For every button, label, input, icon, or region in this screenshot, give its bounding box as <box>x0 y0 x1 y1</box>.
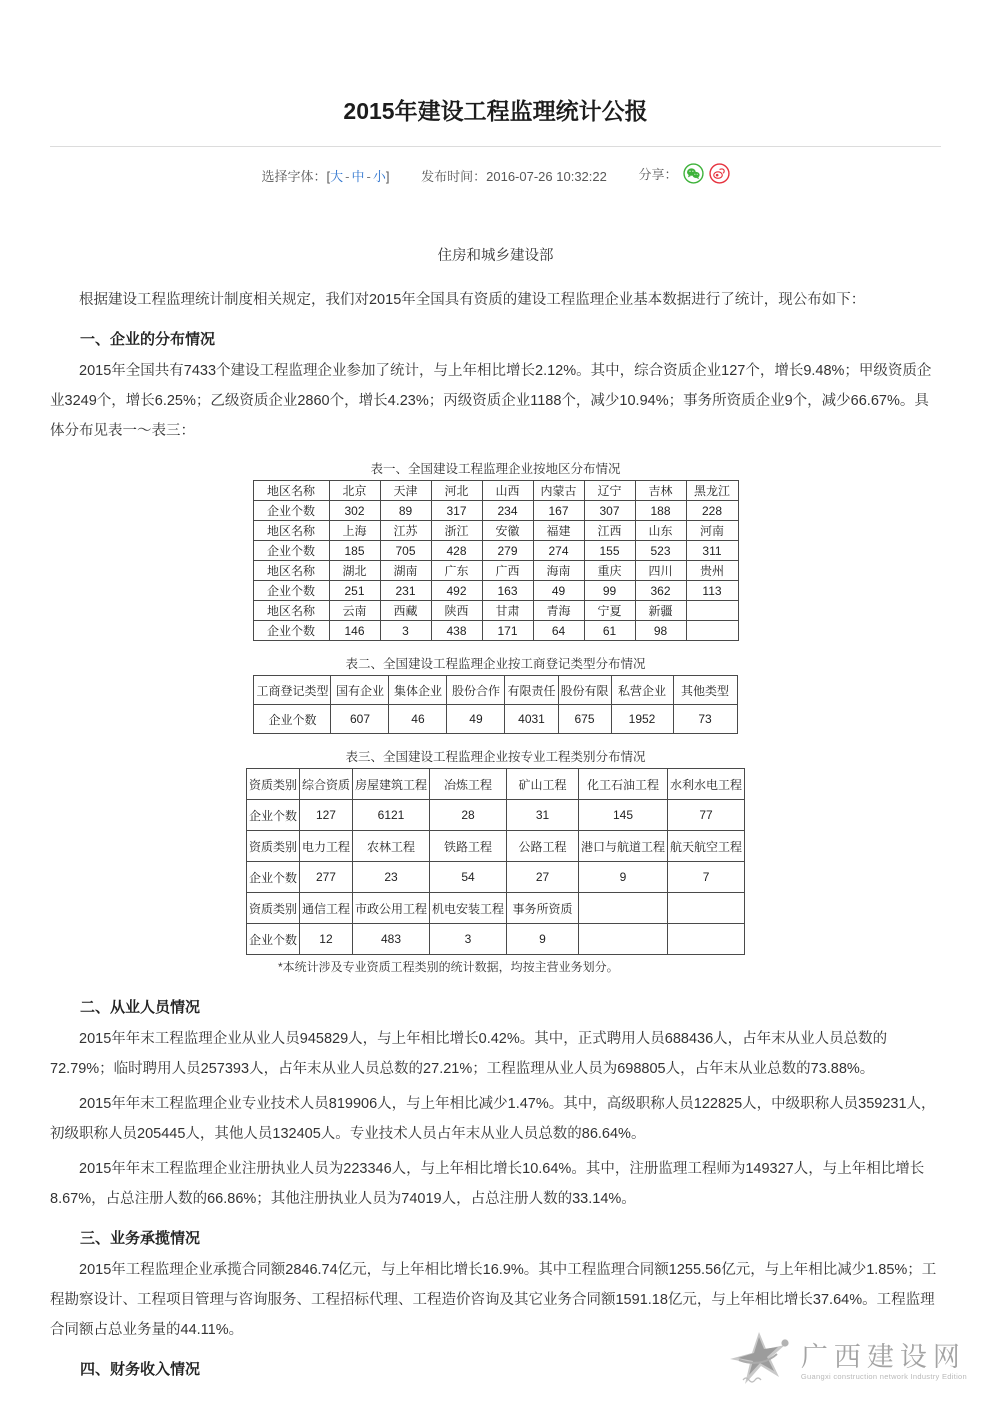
table-cell: 电力工程 <box>299 831 352 862</box>
table-cell: 港口与航道工程 <box>579 831 668 862</box>
table-cell: 航天航空工程 <box>668 831 745 862</box>
table-cell: 四川 <box>635 561 686 581</box>
table-cell: 江苏 <box>380 521 431 541</box>
table-cell: 企业个数 <box>246 924 299 955</box>
table-cell: 陕西 <box>431 601 482 621</box>
table-cell: 企业个数 <box>246 800 299 831</box>
table-cell: 西藏 <box>380 601 431 621</box>
table-cell: 705 <box>380 541 431 561</box>
table-cell: 地区名称 <box>253 481 329 501</box>
table-cell: 28 <box>430 800 507 831</box>
table-cell: 股份合作 <box>447 676 505 705</box>
table-cell: 9 <box>507 924 579 955</box>
table-cell: 483 <box>352 924 429 955</box>
table-cell: 167 <box>533 501 584 521</box>
table-row <box>253 481 738 501</box>
table-cell: 98 <box>635 621 686 641</box>
table3-caption: 表三、全国建设工程监理企业按专业工程类别分布情况 <box>345 750 646 764</box>
table-row <box>254 676 737 705</box>
table-cell: 12 <box>299 924 352 955</box>
table-cell: 企业个数 <box>253 541 329 561</box>
section2-paragraph-1: 2015年年末工程监理企业从业人员945829人，与上年相比增长0.42%。其中，正式聘用人员688436人，占年末从业人员总数的72.79%；临时聘用人员257393人，占年末从业人员总数的27.21%；工程监理从业人员为698805人，占年末从业总数的73.88%。 <box>50 1031 888 1077</box>
table-cell: 有限责任 <box>505 676 558 705</box>
table-cell: 77 <box>668 800 745 831</box>
section1-paragraph: 2015年全国共有7433个建设工程监理企业参加了统计，与上年相比增长2.12%。其中，综合资质企业127个，增长9.48%；甲级资质企业3249个，增长6.25%；乙级资质企业2860个，增长4.23%；丙级资质企业1188个，减少10.94%；事务所资质企业9个，减少66.67%。具体分布见表一～表三： <box>50 363 932 439</box>
table-cell <box>686 601 738 621</box>
table-cell: 浙江 <box>431 521 482 541</box>
table-cell: 吉林 <box>635 481 686 501</box>
table-cell: 675 <box>558 705 611 734</box>
publish-time <box>421 166 607 188</box>
table-cell <box>686 621 738 641</box>
table-cell: 27 <box>507 862 579 893</box>
table-row <box>246 831 744 862</box>
table-cell: 311 <box>686 541 738 561</box>
section4-heading: 四、财务收入情况 <box>80 1361 201 1378</box>
table-cell: 通信工程 <box>299 893 352 924</box>
wechat-share-icon[interactable] <box>683 163 704 191</box>
table-cell: 内蒙古 <box>533 481 584 501</box>
table-cell: 171 <box>482 621 533 641</box>
table-cell: 水利水电工程 <box>668 769 745 800</box>
table-cell: 3 <box>380 621 431 641</box>
font-large-link[interactable]: 大 <box>330 169 344 184</box>
table-cell: 海南 <box>533 561 584 581</box>
table-row <box>246 769 744 800</box>
table-cell: 机电安装工程 <box>430 893 507 924</box>
table-cell: 新疆 <box>635 601 686 621</box>
table-row <box>253 521 738 541</box>
table-cell: 农林工程 <box>352 831 429 862</box>
table-row <box>246 924 744 955</box>
table-cell: 99 <box>584 581 635 601</box>
table-cell: 私营企业 <box>611 676 673 705</box>
issuer-byline: 住房和城乡建设部 <box>437 248 554 264</box>
table-cell: 607 <box>331 705 389 734</box>
watermark-subtitle: Guangxi construction network Industry Edition <box>800 1371 967 1381</box>
table-cell: 113 <box>686 581 738 601</box>
font-medium-link[interactable]: 中 <box>351 169 365 184</box>
intro-paragraph: 根据建设工程监理统计制度相关规定，我们对2015年全国具有资质的建设工程监理企业基本数据进行了统计，现公布如下： <box>79 292 866 308</box>
table-cell: 317 <box>431 501 482 521</box>
page-title: 2015年建设工程监理统计公报 <box>343 98 648 124</box>
table-cell: 185 <box>329 541 380 561</box>
table-row <box>246 893 744 924</box>
registration-type-table <box>253 675 737 734</box>
table-cell: 251 <box>329 581 380 601</box>
table-cell: 4031 <box>505 705 558 734</box>
table-cell: 事务所资质 <box>507 893 579 924</box>
table-cell: 49 <box>533 581 584 601</box>
share-label: 分享： <box>638 167 678 182</box>
table-row <box>254 705 737 734</box>
dash-separator: - <box>366 169 371 184</box>
table-cell: 重庆 <box>584 561 635 581</box>
table-row <box>253 561 738 581</box>
table-row <box>253 581 738 601</box>
table-cell: 188 <box>635 501 686 521</box>
table-cell: 宁夏 <box>584 601 635 621</box>
dash-separator: - <box>345 169 350 184</box>
font-select-label: 选择字体： <box>261 169 327 184</box>
table-cell: 市政公用工程 <box>352 893 429 924</box>
table-cell: 山东 <box>635 521 686 541</box>
table-row <box>246 800 744 831</box>
watermark-site-name: 广西建设网 <box>800 1341 966 1372</box>
section2-paragraph-2: 2015年年末工程监理企业专业技术人员819906人，与上年相比减少1.47%。其中，高级职称人员122825人，中级职称人员359231人，初级职称人员205445人，其他人员132405人。专业技术人员占年末从业人员总数的86.64%。 <box>50 1096 936 1142</box>
table-cell: 31 <box>507 800 579 831</box>
table-cell: 146 <box>329 621 380 641</box>
table-cell: 234 <box>482 501 533 521</box>
table-cell: 地区名称 <box>253 601 329 621</box>
content-area <box>0 96 991 1381</box>
table-cell: 企业个数 <box>253 621 329 641</box>
table-cell: 云南 <box>329 601 380 621</box>
share-controls <box>638 163 729 191</box>
table-cell <box>579 893 668 924</box>
meta-bar <box>50 163 941 191</box>
table-cell: 广西 <box>482 561 533 581</box>
table-cell <box>579 924 668 955</box>
table1-caption: 表一、全国建设工程监理企业按地区分布情况 <box>370 462 621 476</box>
table-cell: 公路工程 <box>507 831 579 862</box>
table-cell: 地区名称 <box>253 521 329 541</box>
table-cell: 山西 <box>482 481 533 501</box>
star-logo-icon <box>725 1330 797 1393</box>
table-cell: 河北 <box>431 481 482 501</box>
table-cell: 福建 <box>533 521 584 541</box>
font-small-link[interactable]: 小 <box>372 169 386 184</box>
table-cell: 湖北 <box>329 561 380 581</box>
font-size-selector <box>262 166 390 188</box>
table-cell: 362 <box>635 581 686 601</box>
table-cell: 安徽 <box>482 521 533 541</box>
table-cell: 9 <box>579 862 668 893</box>
table-cell: 3 <box>430 924 507 955</box>
table-cell: 企业个数 <box>253 501 329 521</box>
table-cell: 523 <box>635 541 686 561</box>
section2-paragraph-3: 2015年年末工程监理企业注册执业人员为223346人，与上年相比增长10.64%。其中，注册监理工程师为149327人，与上年相比增长8.67%，占总注册人数的66.86%；其他注册执业人员为74019人，占总注册人数的33.14%。 <box>50 1161 925 1207</box>
table-cell: 贵州 <box>686 561 738 581</box>
table-cell: 化工石油工程 <box>579 769 668 800</box>
table-cell: 国有企业 <box>331 676 389 705</box>
table-cell: 277 <box>299 862 352 893</box>
table-cell: 青海 <box>533 601 584 621</box>
table-cell: 辽宁 <box>584 481 635 501</box>
table-cell: 天津 <box>380 481 431 501</box>
table-cell: 49 <box>447 705 505 734</box>
table-cell: 145 <box>579 800 668 831</box>
table-cell: 地区名称 <box>253 561 329 581</box>
table-cell: 54 <box>430 862 507 893</box>
table-footnote: *本统计涉及专业资质工程类别的统计数据，均按主营业务划分。 <box>278 960 619 974</box>
table-cell: 231 <box>380 581 431 601</box>
specialty-category-table <box>246 768 745 955</box>
table-cell: 黑龙江 <box>686 481 738 501</box>
table-cell: 资质类别 <box>246 831 299 862</box>
weibo-share-icon[interactable] <box>709 163 730 191</box>
table-cell: 492 <box>431 581 482 601</box>
table-cell: 228 <box>686 501 738 521</box>
table-cell: 资质类别 <box>246 769 299 800</box>
table-cell: 综合资质 <box>299 769 352 800</box>
table-cell: 冶炼工程 <box>430 769 507 800</box>
table-cell: 股份有限 <box>558 676 611 705</box>
table-cell: 274 <box>533 541 584 561</box>
table-cell: 江西 <box>584 521 635 541</box>
table-cell: 企业个数 <box>253 581 329 601</box>
section2-heading: 二、从业人员情况 <box>80 999 201 1016</box>
table-cell: 工商登记类型 <box>254 676 331 705</box>
table-row <box>253 621 738 641</box>
table-cell: 438 <box>431 621 482 641</box>
bracket-open: [ <box>326 169 331 184</box>
table-cell <box>668 893 745 924</box>
watermark-text <box>801 1343 967 1381</box>
table-cell: 1952 <box>611 705 673 734</box>
table-cell: 其他类型 <box>673 676 737 705</box>
section1-heading: 一、企业的分布情况 <box>80 331 216 348</box>
table-cell: 61 <box>584 621 635 641</box>
section3-paragraph: 2015年工程监理企业承揽合同额2846.74亿元，与上年相比增长16.9%。其中工程监理合同额1255.56亿元，与上年相比减少1.85%；工程勘察设计、工程项目管理与咨询服务、工程招标代理、工程造价咨询及其它业务合同额1591.18亿元，与上年相比增长37.64%。工程监理合同额占总业务量的44.11%。 <box>50 1262 937 1338</box>
table2-caption: 表二、全国建设工程监理企业按工商登记类型分布情况 <box>345 657 646 671</box>
table-cell: 155 <box>584 541 635 561</box>
table-cell: 湖南 <box>380 561 431 581</box>
table-cell: 89 <box>380 501 431 521</box>
publish-datetime: 2016-07-26 10:32:22 <box>486 169 607 184</box>
table-row <box>253 601 738 621</box>
table-cell: 房屋建筑工程 <box>352 769 429 800</box>
table-cell: 甘肃 <box>482 601 533 621</box>
title-divider <box>50 146 941 147</box>
site-watermark <box>725 1330 967 1393</box>
table-cell: 127 <box>299 800 352 831</box>
table-cell: 302 <box>329 501 380 521</box>
table-cell: 矿山工程 <box>507 769 579 800</box>
table-cell: 资质类别 <box>246 893 299 924</box>
table-cell <box>668 924 745 955</box>
table-row <box>253 541 738 561</box>
table-cell: 46 <box>389 705 447 734</box>
table-cell: 企业个数 <box>254 705 331 734</box>
table-cell: 307 <box>584 501 635 521</box>
table-cell: 河南 <box>686 521 738 541</box>
table-cell: 279 <box>482 541 533 561</box>
table-cell: 北京 <box>329 481 380 501</box>
table-cell: 428 <box>431 541 482 561</box>
table-row <box>253 501 738 521</box>
table-cell: 163 <box>482 581 533 601</box>
table-cell: 6121 <box>352 800 429 831</box>
table-cell: 64 <box>533 621 584 641</box>
table-cell: 7 <box>668 862 745 893</box>
publish-label: 发布时间： <box>421 169 487 184</box>
table-cell: 73 <box>673 705 737 734</box>
bracket-close: ] <box>385 169 390 184</box>
section3-heading: 三、业务承揽情况 <box>80 1230 201 1247</box>
table-cell: 铁路工程 <box>430 831 507 862</box>
table-cell: 上海 <box>329 521 380 541</box>
table-row <box>246 862 744 893</box>
table-cell: 集体企业 <box>389 676 447 705</box>
table-cell: 23 <box>352 862 429 893</box>
table-cell: 企业个数 <box>246 862 299 893</box>
region-distribution-table <box>253 480 739 641</box>
table-cell: 广东 <box>431 561 482 581</box>
